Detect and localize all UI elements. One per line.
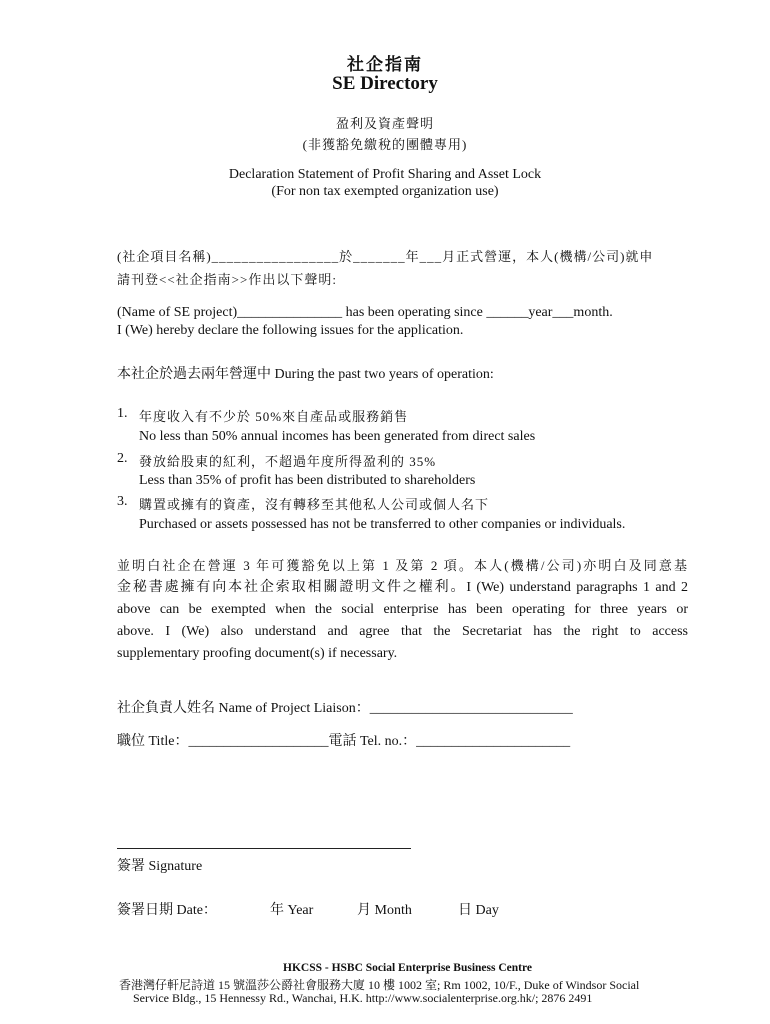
item-3-english: Purchased or assets possessed has not be transferred to other companies or individuals. [139, 517, 626, 532]
date-day-field[interactable]: 日 Day [458, 903, 499, 918]
footer-address-line-2: Service Bldg., 15 Hennessy Rd., Wanchai, H.K. http://www.socialenterprise.org.hk/; 2876 2491 [133, 991, 593, 1005]
item-1-number: 1. [117, 406, 128, 421]
date-label: 簽署日期 Date： [117, 903, 217, 918]
understanding-line-2: 金秘書處擁有向本社企索取相關證明文件之權利。I (We) understand paragraphs 1 and 2 [117, 580, 688, 595]
subtitle-english-1: Declaration Statement of Profit Sharing and Asset Lock [228, 167, 542, 182]
title-english: SE Directory [332, 73, 438, 94]
intro-chinese-line-1: (社企項目名稱)_________________於_______年___月正式營運，本人(機構/公司)就申 [117, 249, 654, 264]
intro-english-line-1: (Name of SE project)_______________ has been operating since ______year___month. [117, 305, 613, 320]
intro-english-line-2: I (We) hereby declare the following issues for the application. [117, 323, 464, 338]
understanding-line-4: above. I (We) also understand and agree that the Secretariat has the right to access [117, 624, 688, 639]
title-chinese: 社企指南 [347, 55, 423, 74]
subtitle-chinese-2: (非獲豁免繳稅的團體專用) [302, 137, 468, 152]
intro-chinese-line-2: 請刊登<<社企指南>>作出以下聲明: [117, 272, 337, 287]
item-3-number: 3. [117, 494, 128, 509]
item-1-chinese: 年度收入有不少於 50%來自產品或服務銷售 [139, 409, 409, 424]
signature-line[interactable] [117, 848, 411, 849]
understanding-paragraph [117, 555, 688, 665]
item-3-chinese: 購置或擁有的資產，沒有轉移至其他私人公司或個人名下 [139, 497, 490, 512]
footer-organization: HKCSS - HSBC Social Enterprise Business Centre [283, 962, 532, 974]
title-tel-field[interactable]: 職位 Title：____________________電話 Tel. no.：______________________ [117, 734, 571, 749]
item-2-chinese: 發放給股東的紅利，不超過年度所得盈利的 35% [139, 454, 437, 469]
date-year-field[interactable]: 年 Year [270, 903, 314, 918]
understanding-line-5: supplementary proofing document(s) if necessary. [117, 646, 398, 661]
understanding-line-1: 並明白社企在營運 3 年可獲豁免以上第 1 及第 2 項。本人(機構/公司)亦明白及同意基 [117, 558, 688, 573]
period-statement: 本社企於過去兩年營運中 During the past two years of operation: [117, 367, 494, 382]
liaison-name-field[interactable]: 社企負責人姓名 Name of Project Liaison：_____________________________ [117, 701, 573, 716]
item-1-english: No less than 50% annual incomes has been generated from direct sales [139, 429, 536, 444]
footer-address-line-1: 香港灣仔軒尼詩道 15 號溫莎公爵社會服務大廈 10 樓 1002 室; Rm 1002, 10/F., Duke of Windsor Social [119, 978, 640, 992]
subtitle-english-2: (For non tax exempted organization use) [271, 184, 499, 199]
understanding-line-3: above can be exempted when the social enterprise has been operating for three years or [117, 602, 688, 617]
item-2-number: 2. [117, 451, 128, 466]
date-month-field[interactable]: 月 Month [357, 903, 412, 918]
signature-label: 簽署 Signature [117, 859, 203, 874]
subtitle-chinese-1: 盈利及資產聲明 [335, 116, 434, 131]
item-2-english: Less than 35% of profit has been distributed to shareholders [139, 473, 476, 488]
